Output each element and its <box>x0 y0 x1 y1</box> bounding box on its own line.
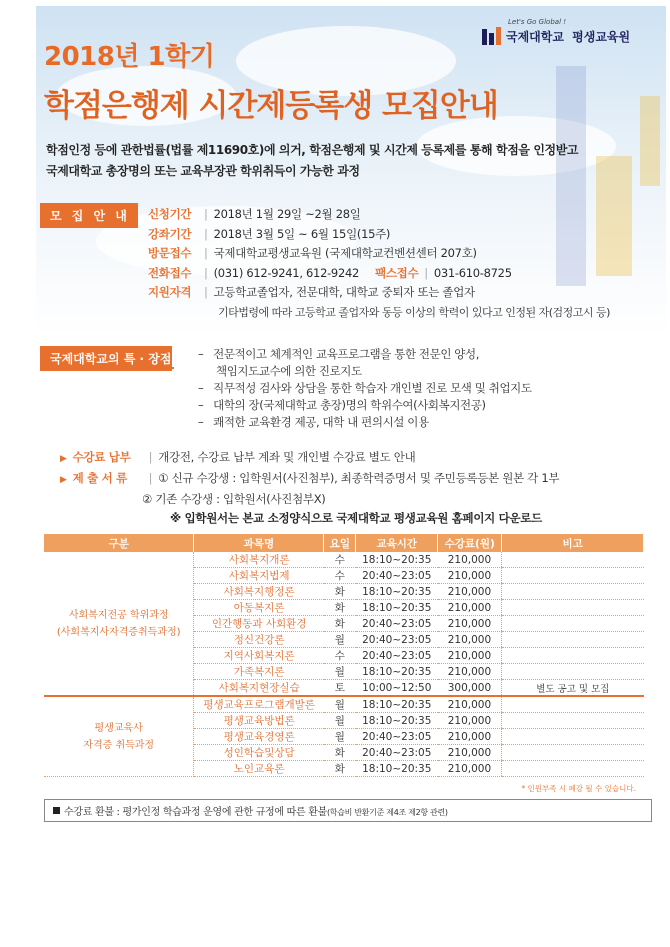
day-cell: 화 <box>324 616 356 632</box>
university-logo <box>478 20 654 48</box>
note-cell <box>502 600 644 616</box>
day-cell: 화 <box>324 745 356 761</box>
docs-existing: ② 기존 수강생 : 입학원서(사진첨부X) <box>142 492 326 506</box>
note-cell <box>502 568 644 584</box>
subject-cell: 정신건강론 <box>194 632 324 648</box>
note-cell <box>502 761 644 777</box>
fee-cell: 210,000 <box>438 713 502 729</box>
university-emblem-icon <box>482 27 502 45</box>
features-list <box>198 346 532 431</box>
subject-cell: 평생교육프로그램개발론 <box>194 696 324 713</box>
subject-cell: 지역사회복지론 <box>194 648 324 664</box>
day-cell: 월 <box>324 632 356 648</box>
fee-cell: 300,000 <box>438 680 502 697</box>
subject-cell: 가족복지론 <box>194 664 324 680</box>
col-header: 구분 <box>44 534 194 552</box>
subject-cell: 평생교육방법론 <box>194 713 324 729</box>
info-value: 2018년 1월 29일 ~2월 28일 <box>213 207 361 221</box>
fee-cell: 210,000 <box>438 664 502 680</box>
refund-note: (학습비 반환기준 제4조 제2항 관련) <box>326 808 448 817</box>
cancellation-footnote: * 인원부족 시 폐강 될 수 있습니다. <box>521 784 636 793</box>
logo-tagline: Let's Go Global ! <box>508 18 567 26</box>
time-cell: 20:40~23:05 <box>356 648 438 664</box>
day-cell: 월 <box>324 713 356 729</box>
time-cell: 18:10~20:35 <box>356 552 438 568</box>
table-row <box>44 696 644 713</box>
time-cell: 20:40~23:05 <box>356 729 438 745</box>
note-cell <box>502 616 644 632</box>
program-sub: (사회복지사자격증취득과정) <box>56 626 181 638</box>
eligibility-extra: 기타법령에 따라 고등학교 졸업자와 동등 이상의 학력이 있다고 인정된 자(검정고시 등) <box>218 305 610 319</box>
fee-row: ▶ 수강료 납부 | 개강전, 수강료 납부 계좌 및 개인별 수강료 별도 안내 <box>60 448 559 469</box>
recruit-section-label: 모 집 안 내 <box>40 203 138 228</box>
info-key: 전화접수 <box>148 265 192 280</box>
subject-cell: 평생교육경영론 <box>194 729 324 745</box>
info-row: 강좌기간 | 2018년 3월 5일 ~ 6월 15일(15주) <box>148 225 610 245</box>
note-cell <box>502 584 644 600</box>
intro-line: 국제대학교 총장명의 또는 교육부장관 학위취득이 가능한 과정 <box>46 164 360 178</box>
refund-text: 수강료 환불 : 평가인정 학습과정 운영에 관한 규정에 따른 환불 <box>64 807 327 818</box>
note-cell <box>502 552 644 568</box>
page-title: 학점은행제 시간제등록생 모집안내 <box>44 88 498 124</box>
docs-new: ① 신규 수강생 : 입학원서(사진첨부), 최종학력증명서 및 주민등록등본 원본 각 1부 <box>158 471 560 485</box>
refund-notice <box>44 799 652 822</box>
fee-cell: 210,000 <box>438 729 502 745</box>
day-cell: 화 <box>324 584 356 600</box>
intro-text <box>46 140 578 182</box>
day-cell: 월 <box>324 664 356 680</box>
time-cell: 18:10~20:35 <box>356 584 438 600</box>
subject-cell: 노인교육론 <box>194 761 324 777</box>
fee-cell: 210,000 <box>438 648 502 664</box>
square-bullet-icon <box>53 807 60 814</box>
fax-value: 031-610-8725 <box>433 265 512 280</box>
docs-row: ▶ 제 출 서 류 | ① 신규 수강생 : 입학원서(사진첨부), 최종학력증명서 및 주민등록등본 원본 각 1부 <box>60 469 559 490</box>
col-header: 비고 <box>502 534 644 552</box>
info-key: 강좌기간 <box>148 226 192 241</box>
program-name: 사회복지전공 학위과정 <box>68 609 169 621</box>
info-row: 지원자격 | 고등학교졸업자, 전문대학, 대학교 중퇴자 또는 졸업자 <box>148 283 610 303</box>
fee-cell: 210,000 <box>438 584 502 600</box>
fee-cell: 210,000 <box>438 600 502 616</box>
time-cell: 20:40~23:05 <box>356 745 438 761</box>
fee-value: 개강전, 수강료 납부 계좌 및 개인별 수강료 별도 안내 <box>158 450 416 464</box>
time-cell: 20:40~23:05 <box>356 568 438 584</box>
time-cell: 18:10~20:35 <box>356 600 438 616</box>
fee-label: 수강료 납부 <box>72 450 131 464</box>
list-item: – 전문적이고 체계적인 교육프로그램을 통한 전문인 양성, <box>198 347 479 361</box>
note-cell <box>502 745 644 761</box>
day-cell: 화 <box>324 761 356 777</box>
day-cell: 토 <box>324 680 356 697</box>
features-section-label: 국제대학교의 특 · 장점 <box>40 346 172 371</box>
fee-and-documents <box>60 448 559 528</box>
time-cell: 18:10~20:35 <box>356 761 438 777</box>
divider <box>40 367 174 369</box>
time-cell: 18:10~20:35 <box>356 713 438 729</box>
col-header: 수강료(원) <box>438 534 502 552</box>
divider <box>40 224 140 226</box>
fee-cell: 210,000 <box>438 745 502 761</box>
intro-line: 학점인정 등에 관한법률(법률 제11690호)에 의거, 학점은행제 및 시간제 등록제를 통해 학점을 인정받고 <box>46 143 579 157</box>
note-cell: 별도 공고 및 모집 <box>502 680 644 697</box>
fee-cell: 210,000 <box>438 616 502 632</box>
info-value: 국제대학교평생교육원 (국제대학교컨벤션센터 207호) <box>213 246 477 260</box>
list-item: – 쾌적한 교육환경 제공, 대학 내 편의시설 이용 <box>198 415 429 429</box>
info-key: 신청기간 <box>148 207 192 221</box>
note-cell <box>502 696 644 713</box>
application-note: ※ 입학원서는 본교 소정양식으로 국제대학교 평생교육원 홈페이지 다운로드 <box>170 511 542 525</box>
day-cell: 월 <box>324 729 356 745</box>
info-value: 2018년 3월 5일 ~ 6월 15일(15주) <box>213 226 391 241</box>
title-semester: 2018년 1학기 <box>44 42 215 72</box>
info-key: 방문접수 <box>148 246 192 260</box>
subject-cell: 인간행동과 사회환경 <box>194 616 324 632</box>
subject-cell: 사회복지법제 <box>194 568 324 584</box>
course-table <box>44 534 644 777</box>
subject-cell: 아동복지론 <box>194 600 324 616</box>
fee-cell: 210,000 <box>438 696 502 713</box>
note-cell <box>502 729 644 745</box>
logo-name: 국제대학교 <box>506 30 564 44</box>
info-row: 전화접수 | (031) 612-9241, 612-9242 팩스접수 | 031-610-8725 <box>148 264 610 284</box>
day-cell: 수 <box>324 568 356 584</box>
note-cell <box>502 632 644 648</box>
day-cell: 수 <box>324 552 356 568</box>
time-cell: 20:40~23:05 <box>356 632 438 648</box>
note-cell <box>502 648 644 664</box>
subject-cell: 사회복지행정론 <box>194 584 324 600</box>
col-header: 과목명 <box>194 534 324 552</box>
triangle-bullet-icon: ▶ <box>60 475 67 485</box>
note-cell <box>502 713 644 729</box>
program-name: 평생교육사 <box>94 722 143 734</box>
subject-cell: 사회복지현장실습 <box>194 680 324 697</box>
program-group <box>44 696 194 777</box>
info-key: 지원자격 <box>148 285 192 299</box>
day-cell: 수 <box>324 648 356 664</box>
fax-key: 팩스접수 <box>375 265 419 280</box>
list-item: 책임지도교수에 의한 진로지도 <box>216 364 362 378</box>
time-cell: 18:10~20:35 <box>356 696 438 713</box>
note-cell <box>502 664 644 680</box>
subject-cell: 사회복지개론 <box>194 552 324 568</box>
info-row: 방문접수 | 국제대학교평생교육원 (국제대학교컨벤션센터 207호) <box>148 244 610 264</box>
fee-cell: 210,000 <box>438 568 502 584</box>
day-cell: 월 <box>324 696 356 713</box>
table-row <box>44 552 644 568</box>
fee-cell: 210,000 <box>438 632 502 648</box>
recruit-info <box>148 205 610 322</box>
triangle-bullet-icon: ▶ <box>60 454 67 464</box>
list-item: – 대학의 장(국제대학교 총장)명의 학위수여(사회복지전공) <box>198 398 486 412</box>
subject-cell: 성인학습및상담 <box>194 745 324 761</box>
program-group <box>44 552 194 696</box>
col-header: 요일 <box>324 534 356 552</box>
logo-dept: 평생교육원 <box>572 30 631 44</box>
phone-value: (031) 612-9241, 612-9242 <box>213 265 360 280</box>
time-cell: 20:40~23:05 <box>356 616 438 632</box>
list-item: – 직무적성 검사와 상담을 통한 학습자 개인별 진로 모색 및 취업지도 <box>198 381 532 395</box>
time-cell: 18:10~20:35 <box>356 664 438 680</box>
col-header: 교육시간 <box>356 534 438 552</box>
docs-label: 제 출 서 류 <box>72 471 127 485</box>
info-row: 신청기간 | 2018년 1월 29일 ~2월 28일 <box>148 205 610 225</box>
fee-cell: 210,000 <box>438 552 502 568</box>
program-sub: 자격증 취득과정 <box>83 739 155 751</box>
day-cell: 화 <box>324 600 356 616</box>
fee-cell: 210,000 <box>438 761 502 777</box>
time-cell: 10:00~12:50 <box>356 680 438 697</box>
info-value: 고등학교졸업자, 전문대학, 대학교 중퇴자 또는 졸업자 <box>213 285 475 299</box>
table-header-row <box>44 534 644 552</box>
